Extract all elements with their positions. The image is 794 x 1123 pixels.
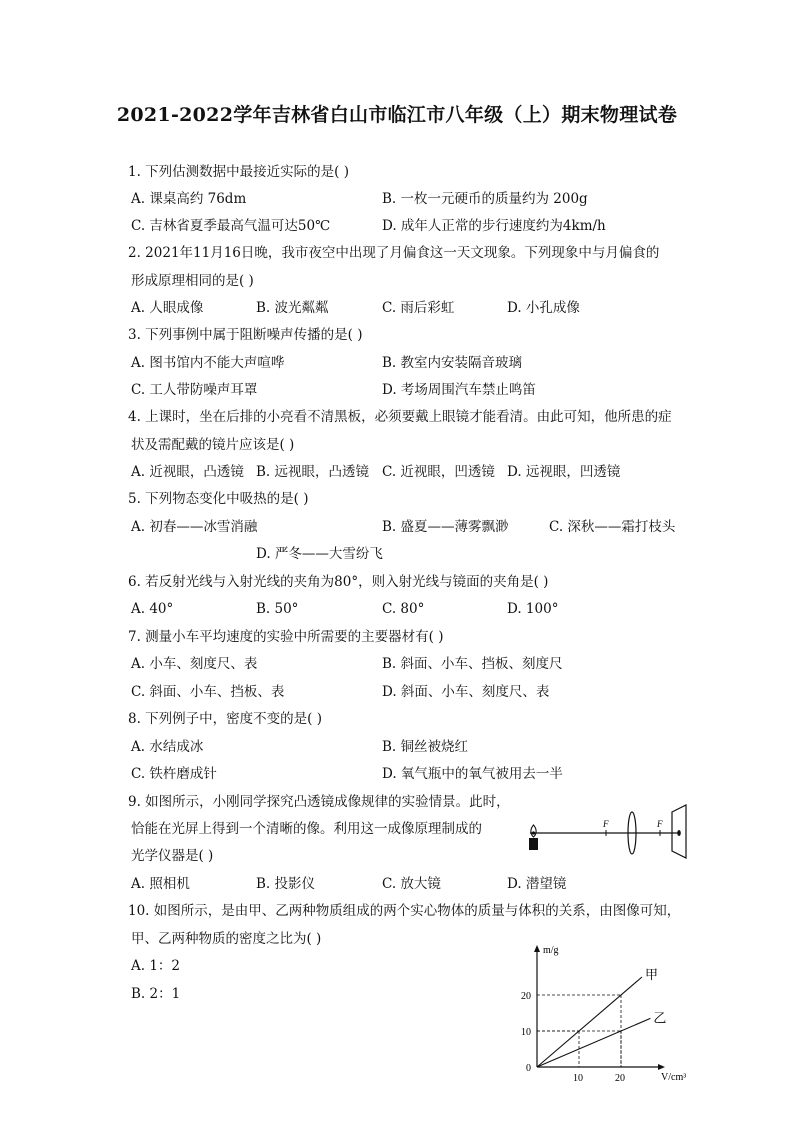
- question-8-option-d: D. 氧气瓶中的氧气被用去一半: [382, 766, 563, 782]
- question-1-stem: 1. 下列估测数据中最接近实际的是( ): [128, 164, 349, 180]
- question-6-option-a: A. 40°: [131, 601, 174, 617]
- question-1-option-d: D. 成年人正常的步行速度约为4km/h: [382, 218, 606, 234]
- screen-image: [677, 830, 681, 836]
- question-5-option-c: C. 深秋——霜打枝头: [549, 519, 676, 535]
- lens-experiment-figure: [520, 800, 700, 860]
- question-9-option-a: A. 照相机: [131, 876, 190, 892]
- question-7-option-c: C. 斜面、小车、挡板、表: [131, 684, 285, 700]
- question-6-option-b: B. 50°: [256, 601, 299, 617]
- question-7-option-a: A. 小车、刻度尺、表: [131, 656, 258, 672]
- origin-label: 0: [526, 1063, 531, 1074]
- question-4-option-d: D. 远视眼，凹透镜: [507, 464, 621, 480]
- question-1-option-c: C. 吉林省夏季最高气温可达50℃: [131, 218, 331, 234]
- x-axis-label: V/cm³: [661, 1072, 687, 1083]
- y-axis-label: m/g: [543, 945, 559, 956]
- question-6-option-c: C. 80°: [382, 601, 425, 617]
- question-8-option-a: A. 水结成冰: [131, 739, 204, 755]
- candle-body: [529, 838, 538, 850]
- x-tick-label: 10: [573, 1073, 583, 1084]
- question-1-option-b: B. 一枚一元硬币的质量约为 200g: [382, 191, 588, 207]
- page-title: 2021-2022学年吉林省白山市临江市八年级（上）期末物理试卷: [116, 104, 678, 126]
- question-2-option-d: D. 小孔成像: [507, 300, 580, 316]
- focal-label-right: F: [657, 819, 663, 829]
- question-9-stem-line-3: 光学仪器是( ): [131, 848, 214, 864]
- question-3-option-a: A. 图书馆内不能大声喧哗: [131, 355, 285, 371]
- candle-wick: [532, 831, 535, 834]
- question-5-option-b: B. 盛夏——薄雾飘渺: [382, 519, 509, 535]
- question-2-option-b: B. 波光粼粼: [256, 300, 329, 316]
- question-8-option-b: B. 铜丝被烧红: [382, 739, 469, 755]
- y-tick-label: 10: [521, 1027, 531, 1038]
- question-7-option-d: D. 斜面、小车、刻度尺、表: [382, 684, 550, 700]
- question-5-option-d: D. 严冬——大雪纷飞: [256, 546, 383, 562]
- question-2-stem-line-2: 形成原理相同的是( ): [131, 273, 254, 289]
- question-9-option-b: B. 投影仪: [256, 876, 316, 892]
- candle-flame: [531, 825, 536, 837]
- question-7-option-b: B. 斜面、小车、挡板、刻度尺: [382, 656, 563, 672]
- x-tick-label: 20: [615, 1073, 625, 1084]
- question-5-option-a: A. 初春——冰雪消融: [131, 519, 258, 535]
- y-tick-label: 20: [521, 991, 531, 1002]
- question-8-stem: 8. 下列例子中，密度不变的是( ): [128, 711, 322, 727]
- question-2-stem-line-1: 2. 2021年11月16日晚，我市夜空中出现了月偏食这一天文现象。下列现象中与月偏食的: [128, 245, 660, 261]
- question-3-option-c: C. 工人带防噪声耳罩: [131, 382, 258, 398]
- series-label-乙: 乙: [653, 1010, 667, 1026]
- question-10-stem-line-2: 甲、乙两种物质的密度之比为( ): [131, 931, 322, 947]
- question-4-option-a: A. 近视眼，凸透镜: [131, 464, 244, 480]
- y-axis-arrow: [534, 945, 540, 952]
- x-axis-arrow: [658, 1064, 665, 1070]
- focal-label-left: F: [603, 819, 609, 829]
- question-10-stem-line-1: 10. 如图所示，是由甲、乙两种物质组成的两个实心物体的质量与体积的关系，由图像可知，: [128, 903, 681, 919]
- question-4-stem-line-2: 状及需配戴的镜片应该是( ): [131, 437, 295, 453]
- question-6-option-d: D. 100°: [507, 601, 559, 617]
- question-4-stem-line-1: 4. 上课时，坐在后排的小亮看不清黑板，必须要戴上眼镜才能看清。由此可知，他所患的症: [128, 409, 672, 425]
- question-2-option-a: A. 人眼成像: [131, 300, 204, 316]
- series-label-甲: 甲: [645, 967, 659, 982]
- series-line-甲: [537, 977, 642, 1067]
- question-6-stem: 6. 若反射光线与入射光线的夹角为80°，则入射光线与镜面的夹角是( ): [128, 574, 549, 590]
- question-10-option-b: B. 2：1: [131, 986, 181, 1002]
- mass-volume-chart: [505, 935, 705, 1085]
- question-8-option-c: C. 铁杵磨成针: [131, 766, 217, 782]
- question-3-option-d: D. 考场周围汽车禁止鸣笛: [382, 382, 536, 398]
- question-4-option-b: B. 远视眼，凸透镜: [256, 464, 370, 480]
- question-9-stem-line-1: 9. 如图所示，小刚同学探究凸透镜成像规律的实验情景。此时，: [128, 794, 510, 810]
- question-3-stem: 3. 下列事例中属于阻断噪声传播的是( ): [128, 327, 363, 343]
- question-9-stem-line-2: 恰能在光屏上得到一个清晰的像。利用这一成像原理制成的: [131, 821, 482, 837]
- question-9-option-c: C. 放大镜: [382, 876, 441, 892]
- question-3-option-b: B. 教室内安装隔音玻璃: [382, 355, 523, 371]
- question-5-stem: 5. 下列物态变化中吸热的是( ): [128, 491, 309, 507]
- question-1-option-a: A. 课桌高约 76dm: [131, 191, 247, 207]
- question-4-option-c: C. 近视眼，凹透镜: [382, 464, 495, 480]
- question-7-stem: 7. 测量小车平均速度的实验中所需要的主要器材有( ): [128, 629, 444, 645]
- series-line-乙: [537, 1018, 650, 1067]
- question-10-option-a: A. 1：2: [131, 958, 181, 974]
- question-2-option-c: C. 雨后彩虹: [382, 300, 455, 316]
- question-9-option-d: D. 潜望镜: [507, 876, 567, 892]
